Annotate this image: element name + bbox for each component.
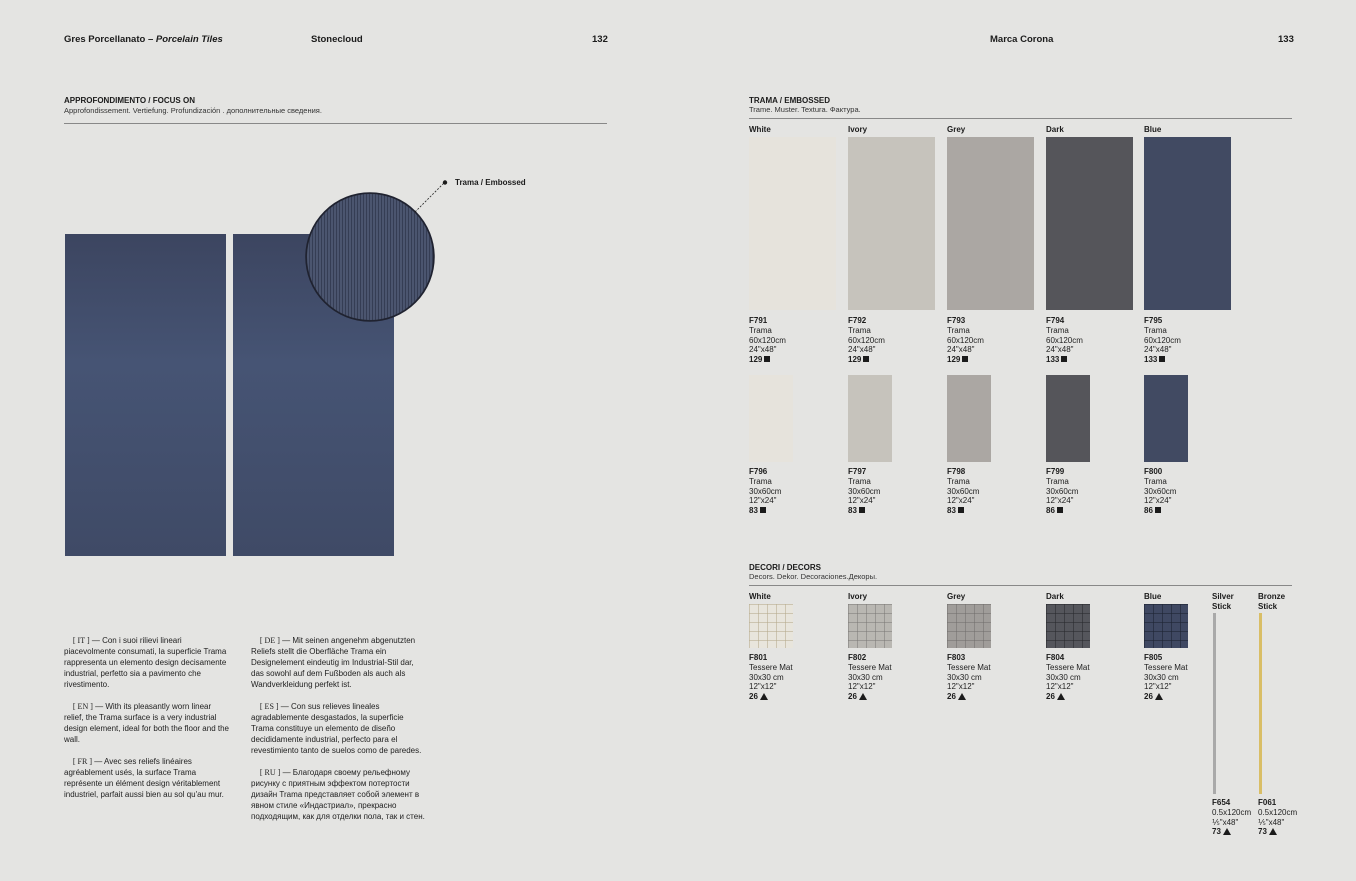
label-f800	[1144, 467, 1176, 516]
name: Trama	[1144, 477, 1167, 486]
count-value: 26	[848, 691, 857, 701]
count	[848, 506, 880, 516]
count	[848, 692, 892, 702]
texture-callout-label: Trama / Embossed	[455, 178, 526, 187]
square-icon	[1155, 507, 1161, 513]
count	[749, 692, 793, 702]
focus-rule	[64, 123, 607, 124]
size-metric: 60x120cm	[749, 335, 786, 345]
tile-f802	[848, 604, 892, 648]
label-f799	[1046, 467, 1078, 516]
count-value: 83	[749, 505, 758, 515]
code: F061	[1258, 798, 1277, 807]
size-imperial: 12"x12"	[848, 682, 876, 691]
size-imperial: 24"x48"	[947, 345, 975, 354]
desc-de-text: — Mit seinen angenehm abgenutzten Reliefs stellt die Oberfläche Trama ein Designelement eindeutig im Industrial-Stil dar, das sowohl auf dem Fußboden als auch als Wandverkleidung perfekt ist.	[251, 636, 416, 689]
desc-es-lang: [ ES ]	[259, 702, 279, 711]
decori-col-dark: Dark	[1046, 592, 1064, 601]
count-value: 26	[947, 691, 956, 701]
label-f797	[848, 467, 880, 516]
size-metric: 60x120cm	[947, 335, 984, 345]
square-icon	[760, 507, 766, 513]
name: Tessere Mat	[947, 663, 991, 672]
size-metric: 60x120cm	[848, 335, 885, 345]
count-value: 129	[749, 354, 763, 364]
size-metric: 30x60cm	[1144, 486, 1177, 496]
trama-rule	[749, 118, 1292, 119]
label-f794	[1046, 316, 1083, 365]
decori-col-blue: Blue	[1144, 592, 1162, 601]
size-imperial: 12"x12"	[1144, 682, 1172, 691]
name: Trama	[749, 477, 772, 486]
square-icon	[958, 507, 964, 513]
name: Tessere Mat	[848, 663, 892, 672]
size-metric: 30x60cm	[848, 486, 881, 496]
decori-col-ivory: Ivory	[848, 592, 868, 601]
tile-f794	[1046, 137, 1133, 310]
trama-col-dark: Dark	[1046, 125, 1064, 134]
size-metric: 30x30 cm	[947, 672, 982, 682]
decori-col-white: White	[749, 592, 771, 601]
name: Trama	[947, 326, 970, 335]
decori-col-grey: Grey	[947, 592, 966, 601]
count	[1144, 692, 1188, 702]
size-metric: 30x30 cm	[749, 672, 784, 682]
count	[1144, 506, 1176, 516]
name: Tessere Mat	[749, 663, 793, 672]
count-value: 86	[1046, 505, 1055, 515]
name: Trama	[1046, 326, 1069, 335]
code: F802	[848, 653, 867, 662]
label-f798	[947, 467, 979, 516]
trama-col-blue: Blue	[1144, 125, 1162, 134]
size-imperial: 12"x24"	[947, 496, 975, 505]
trama-title: TRAMA / EMBOSSED	[749, 96, 831, 105]
size-metric: 0.5x120cm	[1212, 808, 1252, 817]
code: F654	[1212, 798, 1231, 807]
name: Tessere Mat	[1046, 663, 1090, 672]
count	[848, 355, 885, 365]
label-f801	[749, 653, 793, 702]
tile-f803	[947, 604, 991, 648]
size-imperial: 12"x24"	[1144, 496, 1172, 505]
size-metric: 60x120cm	[1144, 335, 1181, 345]
count	[1144, 355, 1181, 365]
code: F799	[1046, 467, 1065, 476]
desc-it-text: — Con i suoi rilievi lineari piacevolmente consumati, la superficie Trama rappresenta un elemento design decisamente industrial, perfetto sia a pavimento che rivestimento.	[64, 636, 227, 689]
count-value: 83	[947, 505, 956, 515]
name: Trama	[749, 326, 772, 335]
texture-zoom-circle	[300, 175, 460, 325]
code: F805	[1144, 653, 1163, 662]
code: F797	[848, 467, 867, 476]
code: F796	[749, 467, 768, 476]
count	[749, 506, 781, 516]
size-imperial: 24"x48"	[749, 345, 777, 354]
label-f792	[848, 316, 885, 365]
desc-en-lang: [ EN ]	[72, 702, 93, 711]
count	[1212, 827, 1251, 837]
code: F794	[1046, 316, 1065, 325]
size-metric: 0.5x120cm	[1258, 808, 1298, 817]
desc-it-lang: [ IT ]	[72, 636, 90, 645]
count-value: 73	[1212, 827, 1221, 836]
size-metric: 30x60cm	[1046, 486, 1079, 496]
size-metric: 30x30 cm	[1144, 672, 1179, 682]
code: F793	[947, 316, 966, 325]
desc-fr-text: — Avec ses reliefs linéaires agréablement usés, la surface Trama représente un élément design véritablement industriel, parfait aussi bien au sol qu'au mur.	[64, 757, 224, 799]
focus-title: APPROFONDIMENTO / FOCUS ON	[64, 96, 195, 105]
label-f804	[1046, 653, 1090, 702]
size-imperial: 12"x12"	[947, 682, 975, 691]
label-f654	[1212, 798, 1251, 837]
collection-title	[64, 34, 223, 45]
desc-en-text: — With its pleasantly worn linear relief, the Trama surface is a very industrial design element, ideal for both the floor and the wall.	[64, 702, 229, 744]
square-icon	[1057, 507, 1063, 513]
count-value: 83	[848, 505, 857, 515]
count	[749, 355, 786, 365]
tile-f796	[749, 375, 793, 462]
count-value: 73	[1258, 827, 1267, 836]
desc-es	[251, 701, 425, 756]
name: Trama	[848, 326, 871, 335]
label-f796	[749, 467, 781, 516]
size-metric: 30x60cm	[947, 486, 980, 496]
tile-f797	[848, 375, 892, 462]
count	[1258, 827, 1297, 837]
square-icon	[1061, 356, 1067, 362]
triangle-icon	[859, 693, 867, 700]
square-icon	[1159, 356, 1165, 362]
count	[947, 692, 991, 702]
tile-f798	[947, 375, 991, 462]
collection-plain: Gres Porcellanato –	[64, 34, 156, 45]
desc-ru	[251, 767, 425, 822]
trama-col-white: White	[749, 125, 771, 134]
tile-f801	[749, 604, 793, 648]
size-imperial: ⅕"x48"	[1258, 817, 1285, 827]
size-imperial: 24"x48"	[1046, 345, 1074, 354]
code: F791	[749, 316, 768, 325]
code: F792	[848, 316, 867, 325]
code: F803	[947, 653, 966, 662]
desc-it	[64, 635, 232, 690]
code: F804	[1046, 653, 1065, 662]
size-imperial: 12"x24"	[1046, 496, 1074, 505]
size-imperial: 12"x12"	[749, 682, 777, 691]
tile-f791	[749, 137, 836, 310]
count-value: 26	[1144, 691, 1153, 701]
label-f791	[749, 316, 786, 365]
desc-ru-lang: [ RU ]	[259, 768, 281, 777]
decori-col-silver-stick	[1212, 592, 1234, 612]
count	[1046, 506, 1078, 516]
trama-subtitle: Trame. Muster. Textura. Фактура.	[749, 105, 861, 114]
desc-de-lang: [ DE ]	[259, 636, 280, 645]
size-metric: 30x30 cm	[848, 672, 883, 682]
triangle-icon	[1155, 693, 1163, 700]
triangle-icon	[1269, 828, 1277, 835]
stick-silver	[1213, 613, 1216, 794]
tile-f793	[947, 137, 1034, 310]
tile-f799	[1046, 375, 1090, 462]
count-value: 129	[848, 354, 862, 364]
code: F800	[1144, 467, 1163, 476]
decori-title: DECORI / DECORS	[749, 563, 822, 572]
name: Trama	[1144, 326, 1167, 335]
large-tile-left	[65, 234, 226, 556]
label-line-2: Stick	[1258, 602, 1278, 611]
decori-rule	[749, 585, 1292, 586]
trama-col-grey: Grey	[947, 125, 966, 134]
tile-f805	[1144, 604, 1188, 648]
square-icon	[863, 356, 869, 362]
size-metric: 30x60cm	[749, 486, 782, 496]
tile-f804	[1046, 604, 1090, 648]
label-line-1: Silver	[1212, 592, 1234, 601]
size-imperial: 12"x24"	[749, 496, 777, 505]
label-f802	[848, 653, 892, 702]
code: F798	[947, 467, 966, 476]
desc-ru-text: — Благодаря своему рельефному рисунку с приятным эффектом потертости дизайн Trama представляет собой элемент в явном стиле «Индастриал», прекрасно подходящим, как для отделки пола, так и стен.	[251, 768, 425, 821]
count-value: 133	[1046, 354, 1060, 364]
count	[947, 506, 979, 516]
label-f061	[1258, 798, 1297, 837]
count	[1046, 692, 1090, 702]
desc-fr	[64, 756, 232, 800]
stick-bronze	[1259, 613, 1262, 794]
desc-fr-lang: [ FR ]	[72, 757, 93, 766]
square-icon	[859, 507, 865, 513]
triangle-icon	[1057, 693, 1065, 700]
label-f803	[947, 653, 991, 702]
square-icon	[962, 356, 968, 362]
page-number-left: 132	[592, 34, 608, 45]
series-name: Stonecloud	[311, 34, 363, 45]
triangle-icon	[760, 693, 768, 700]
desc-en	[64, 701, 232, 745]
trama-col-ivory: Ivory	[848, 125, 868, 134]
collection-italic: Porcelain Tiles	[155, 34, 223, 45]
focus-subtitle: Approfondissement. Vertiefung. Profundización . дополнительные сведения.	[64, 106, 322, 115]
label-f793	[947, 316, 984, 365]
label-line-1: Bronze	[1258, 592, 1286, 601]
tile-f795	[1144, 137, 1231, 310]
size-imperial: 12"x24"	[848, 496, 876, 505]
code: F795	[1144, 316, 1163, 325]
size-imperial: 24"x48"	[1144, 345, 1172, 354]
label-f805	[1144, 653, 1188, 702]
size-metric: 60x120cm	[1046, 335, 1083, 345]
square-icon	[764, 356, 770, 362]
count-value: 26	[1046, 691, 1055, 701]
count-value: 26	[749, 691, 758, 701]
tile-f792	[848, 137, 935, 310]
name: Tessere Mat	[1144, 663, 1188, 672]
size-metric: 30x30 cm	[1046, 672, 1081, 682]
label-f795	[1144, 316, 1181, 365]
name: Trama	[848, 477, 871, 486]
size-imperial: 24"x48"	[848, 345, 876, 354]
count-value: 129	[947, 354, 961, 364]
name: Trama	[947, 477, 970, 486]
page-number-right: 133	[1278, 34, 1294, 45]
decori-subtitle: Decors. Dekor. Decoraciones.Декоры.	[749, 572, 878, 581]
tile-f800	[1144, 375, 1188, 462]
size-imperial: ⅕"x48"	[1212, 817, 1239, 827]
name: Trama	[1046, 477, 1069, 486]
desc-es-text: — Con sus relieves lineales agradablemente desgastados, la superficie Trama constituye un elemento de diseño decididamente industrial, perfecto para el revestimiento tanto de suelos como de paredes.	[251, 702, 422, 755]
count	[947, 355, 984, 365]
desc-de	[251, 635, 425, 690]
triangle-icon	[958, 693, 966, 700]
code: F801	[749, 653, 768, 662]
decori-col-bronze-stick	[1258, 592, 1285, 612]
count-value: 86	[1144, 505, 1153, 515]
triangle-icon	[1223, 828, 1231, 835]
size-imperial: 12"x12"	[1046, 682, 1074, 691]
count-value: 133	[1144, 354, 1158, 364]
brand-name: Marca Corona	[990, 34, 1054, 45]
count	[1046, 355, 1083, 365]
label-line-2: Stick	[1212, 602, 1232, 611]
